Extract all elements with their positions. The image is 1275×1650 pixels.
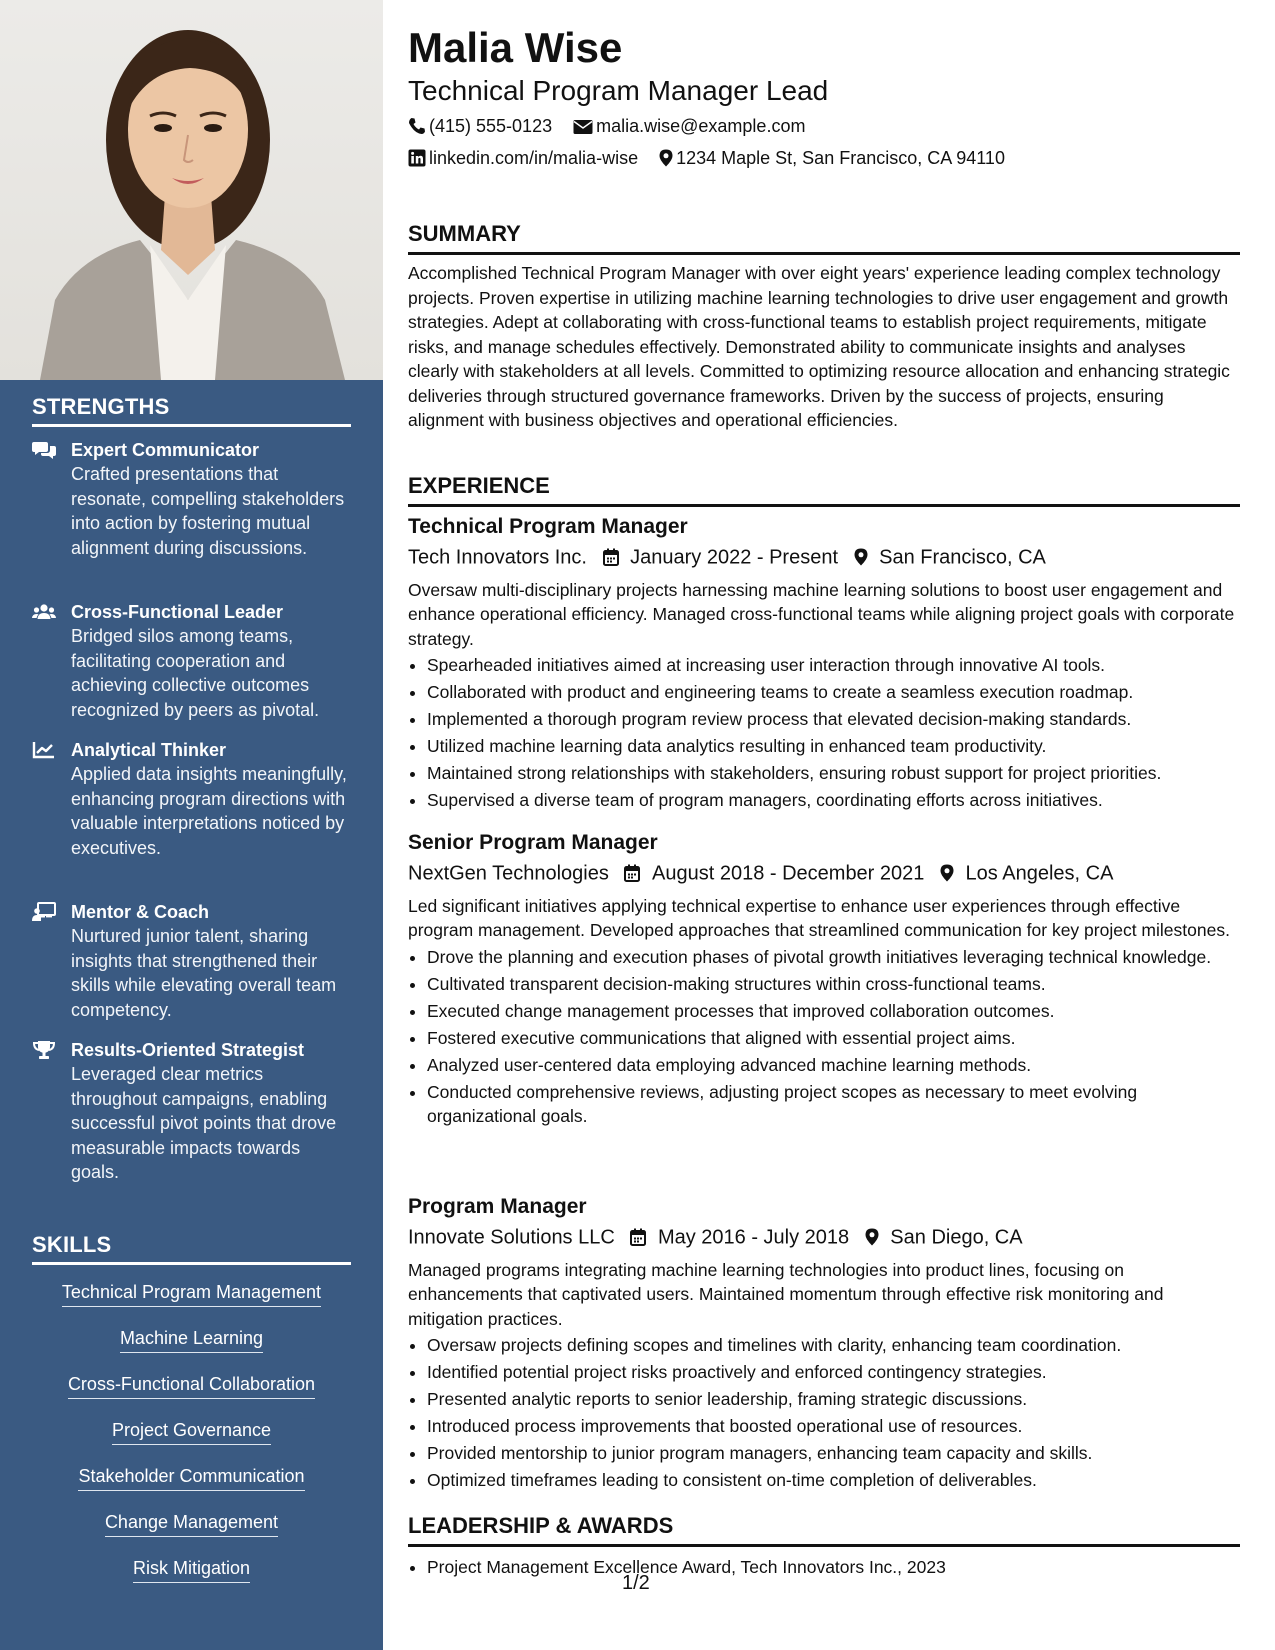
job-description: Led significant initiatives applying technical expertise to enhance user experiences through effective program management. Developed approaches that streamlined communication for key project milestones. [408,895,1230,941]
strength-title: Results-Oriented Strategist [71,1040,305,1060]
strength-item [32,438,352,560]
skills-list [32,1280,351,1602]
phone-icon [408,117,426,135]
map-marker-icon [865,1228,879,1246]
job-entry [408,829,1240,1131]
strength-title: Mentor & Coach [71,902,210,922]
job-title: Program Manager [408,1195,587,1218]
comments-icon [32,440,56,460]
contact-row-1 [408,114,821,138]
job-bullet: • Optimized timeframes leading to consistent on-time completion of deliverables. [427,1468,1240,1493]
skill-tag: Stakeholder Communication [78,1464,304,1491]
awards-heading: LEADERSHIP & AWARDS [408,1512,1240,1547]
strength-desc: Nurtured junior talent, sharing insights that strengthened their skills while elevating overall team competency. [71,926,337,1020]
job-description: Managed programs integrating machine learning technologies into product lines, focusing on enhancements that captivated users. Maintained momentum through effective risk monitoring and mitigation practices. [408,1259,1164,1329]
map-marker-icon [659,149,673,167]
job-bullet: • Utilized machine learning data analytics resulting in enhanced team productivity. [427,734,1240,759]
job-bullet: • Identified potential project risks proactively and enforced contingency strategies. [427,1360,1240,1385]
summary-heading: SUMMARY [408,220,1240,255]
job-bullet: • Collaborated with product and engineering teams to create a seamless execution roadmap. [427,680,1240,705]
contact-row-2 [408,146,1021,170]
job-meta [408,859,1240,888]
skill-tag: Risk Mitigation [133,1556,250,1583]
award-item: • Project Management Excellence Award, Tech Innovators Inc., 2023 [427,1555,1240,1580]
job-dates: May 2016 - July 2018 [657,1226,850,1249]
job-bullet: • Analyzed user-centered data employing advanced machine learning methods. [427,1053,1240,1078]
job-bullet: • Executed change management processes that improved collaboration outcomes. [427,999,1240,1024]
job-bullet: • Spearheaded initiatives aimed at increasing user interaction through innovative AI tools. [427,653,1240,678]
skill-tag: Project Governance [112,1418,271,1445]
phone-contact [408,114,552,138]
skill-tag: Cross-Functional Collaboration [68,1372,315,1399]
strength-item [32,1038,352,1185]
candidate-name: Malia Wise [408,24,623,71]
strength-desc: Leveraged clear metrics throughout campaigns, enabling successful pivot points that drove measurable impacts towards goals. [71,1064,337,1182]
email-contact[interactable] [573,114,805,138]
job-bullet: • Provided mentorship to junior program managers, enhancing team capacity and skills. [427,1441,1240,1466]
job-bullet: • Presented analytic reports to senior leadership, framing strategic discussions. [427,1387,1240,1412]
job-meta [408,1223,1240,1252]
linkedin-url[interactable]: linkedin.com/in/malia-wise [429,148,639,168]
linkedin-icon [408,149,426,167]
job-location: San Diego, CA [890,1226,1023,1249]
job-title: Senior Program Manager [408,831,658,854]
chart-line-icon [32,740,56,760]
strength-title: Expert Communicator [71,440,260,460]
sidebar [0,0,383,1650]
address-contact [659,146,1005,170]
job-bullets [408,1333,1240,1493]
envelope-icon [573,119,593,135]
job-bullets [408,945,1240,1129]
calendar-icon [624,864,640,882]
strength-desc: Bridged silos among teams, facilitating cooperation and achieving collective outcomes recognized by peers as pivotal. [71,626,320,720]
awards-list [408,1555,1240,1580]
calendar-icon [630,1228,646,1246]
candidate-title: Technical Program Manager Lead [408,75,829,106]
job-entry [408,1193,1240,1495]
strength-title: Analytical Thinker [71,740,227,760]
portrait-illustration [0,0,383,380]
job-bullet: • Cultivated transparent decision-making structures within cross-functional teams. [427,972,1240,997]
email-address[interactable]: malia.wise@example.com [596,116,806,136]
job-location: San Francisco, CA [879,546,1046,569]
job-bullet: • Supervised a diverse team of program managers, coordinating efforts across initiatives. [427,788,1240,813]
job-entry [408,513,1240,815]
profile-photo [0,0,383,380]
job-bullet: • Implemented a thorough program review process that elevated decision-making standards. [427,707,1240,732]
users-icon [32,602,56,622]
job-bullet: • Maintained strong relationships with stakeholders, ensuring robust support for project priorities. [427,761,1240,786]
skill-tag: Change Management [105,1510,278,1537]
skill-tag: Technical Program Management [62,1280,321,1307]
company: Tech Innovators Inc. [408,546,587,569]
strengths-heading: STRENGTHS [32,394,351,427]
linkedin-contact[interactable] [408,146,638,170]
job-bullet: • Introduced process improvements that boosted operational use of resources. [427,1414,1240,1439]
strength-item [32,600,352,722]
job-bullet: • Conducted comprehensive reviews, adjusting project scopes as necessary to meet evolving organizational goals. [427,1080,1240,1129]
company: NextGen Technologies [408,862,609,885]
strength-item [32,738,352,860]
awards-section [408,1512,1240,1582]
summary-section [408,220,1240,433]
strength-title: Cross-Functional Leader [71,602,284,622]
strength-item [32,900,352,1022]
skill-tag: Machine Learning [120,1326,263,1353]
job-description: Oversaw multi-disciplinary projects harnessing machine learning solutions to boost user engagement and enhance operational efficiency. Managed cross-functional teams while aligning project goals with corporate strategy. [408,579,1235,649]
phone-number: (415) 555-0123 [429,116,553,136]
strength-desc: Applied data insights meaningfully, enhancing program directions with valuable interpretations noticed by executives. [71,764,347,858]
experience-heading: EXPERIENCE [408,472,1240,507]
calendar-icon [603,548,619,566]
map-marker-icon [854,548,868,566]
map-marker-icon [940,864,954,882]
company: Innovate Solutions LLC [408,1226,615,1249]
address: 1234 Maple St, San Francisco, CA 94110 [676,148,1005,168]
skills-heading: SKILLS [32,1232,351,1265]
page-indicator: 1/2 [622,1572,650,1594]
job-bullet: • Fostered executive communications that aligned with essential project aims. [427,1026,1240,1051]
experience-section [408,472,1240,507]
trophy-icon [32,1040,56,1060]
summary-text: Accomplished Technical Program Manager with over eight years' experience leading complex technology projects. Proven expertise in utilizing machine learning technologies to drive user engagement and growth strategies. Adept at collaborating with cross-functional teams to establish project requirements, mitigate risks, and manage schedules effectively. Demonstrated ability to communicate insights and analyses clearly with stakeholders at all levels. Committed to optimizing resource allocation and enhancing strategic deliveries through structured governance frameworks. Driven by the success of projects, ensuring alignment with business objectives and operational efficiencies. [408,263,1230,430]
job-dates: January 2022 - Present [630,546,839,569]
job-bullet: • Oversaw projects defining scopes and timelines with clarity, enhancing team coordination. [427,1333,1240,1358]
strength-desc: Crafted presentations that resonate, compelling stakeholders into action by fostering mutual alignment during discussions. [71,464,345,558]
job-meta [408,543,1240,572]
job-title: Technical Program Manager [408,515,688,538]
teacher-icon [32,902,56,922]
job-bullet: • Drove the planning and execution phases of pivotal growth initiatives leveraging technical knowledge. [427,945,1240,970]
job-location: Los Angeles, CA [965,862,1114,885]
job-bullets [408,653,1240,813]
job-dates: August 2018 - December 2021 [652,862,925,885]
